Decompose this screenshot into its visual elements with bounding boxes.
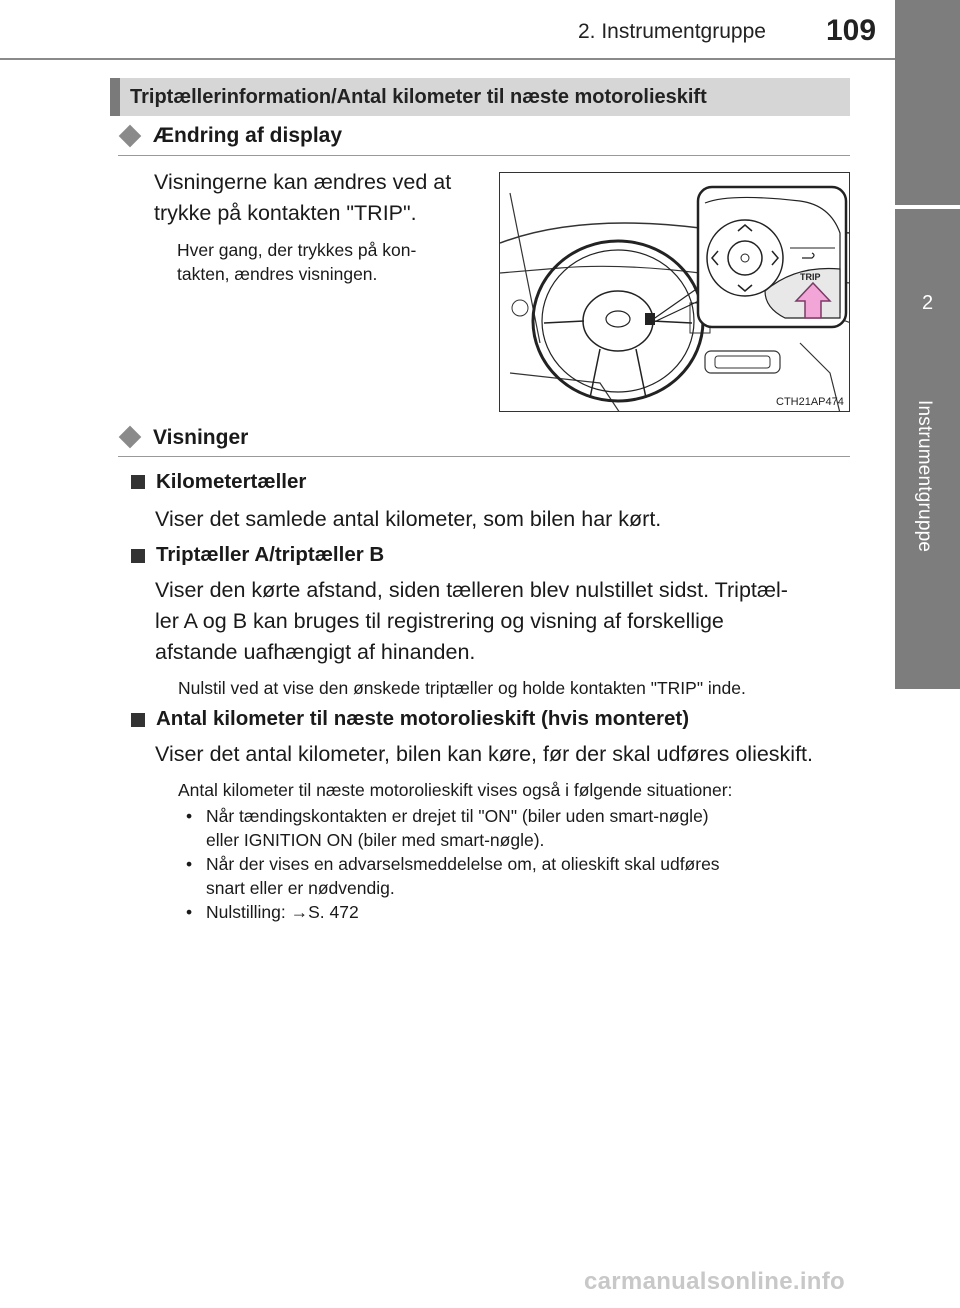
- diamond-bullet-icon: [119, 426, 142, 449]
- change-display-note-2: takten, ændres visningen.: [177, 264, 378, 284]
- trip-text-line-1: Viser den kørte afstand, siden tælleren blev nulstillet sidst. Triptæl-: [155, 578, 788, 602]
- oil-bullet-2-line-1: Når der vises en advarselsmeddelelse om, at olieskift skal udføres: [206, 854, 720, 874]
- section-title: Triptællerinformation/Antal kilometer til næste motorolieskift: [130, 86, 707, 108]
- side-tab-label: Instrumentgruppe: [914, 400, 935, 553]
- trip-note: Nulstil ved at vise den ønskede triptæller og holde kontakten "TRIP" inde.: [178, 678, 746, 698]
- odometer-title: Kilometertæller: [156, 470, 307, 493]
- odometer-text: Viser det samlede antal kilometer, som bilen har kørt.: [155, 507, 662, 531]
- oil-title: Antal kilometer til næste motorolieskift (hvis monteret): [156, 707, 690, 730]
- page-number: 109: [826, 14, 877, 47]
- trip-button-label: TRIP: [800, 272, 821, 282]
- square-bullet-icon: [131, 713, 145, 727]
- bullet-dot: •: [186, 806, 193, 826]
- watermark: carmanualsonline.info: [584, 1268, 846, 1295]
- oil-bullet-2: [186, 852, 846, 876]
- steering-switch-illustration: [499, 172, 850, 412]
- steering-wheel-icon: [500, 173, 850, 412]
- square-bullet-icon: [131, 549, 145, 563]
- oil-bullet-2-line-2: snart eller er nødvendig.: [206, 878, 395, 898]
- trip-text-line-2: ler A og B kan bruges til registrering og visning af forskellige: [155, 609, 724, 633]
- change-display-line-2: trykke på kontakten "TRIP".: [154, 201, 417, 225]
- oil-bullet-1-line-2: eller IGNITION ON (biler med smart-nøgle).: [206, 830, 545, 850]
- oil-bullet-1: [186, 804, 846, 828]
- diamond-bullet-icon: [119, 125, 142, 148]
- trip-title: Triptæller A/triptæller B: [156, 543, 385, 566]
- square-bullet-icon: [131, 475, 145, 489]
- oil-bullet-3: [186, 900, 846, 924]
- figure-code: CTH21AP474: [776, 396, 844, 408]
- running-header-chapter: 2. Instrumentgruppe: [578, 20, 766, 43]
- oil-text: Viser det antal kilometer, bilen kan køre, før der skal udføres olieskift.: [155, 742, 814, 766]
- change-display-heading: Ændring af display: [153, 124, 343, 147]
- side-tab-number: 2: [921, 292, 934, 314]
- change-display-note-1: Hver gang, der trykkes på kon-: [177, 240, 417, 260]
- side-tab-top: [895, 0, 960, 205]
- oil-bullet-1-line-1: Når tændingskontakten er drejet til "ON" (biler uden smart-nøgle): [206, 806, 709, 826]
- bullet-dot: •: [186, 902, 193, 922]
- page-reference-link[interactable]: Nulstilling: →S. 472: [206, 902, 359, 922]
- heading-underline: [118, 456, 850, 457]
- change-display-line-1: Visningerne kan ændres ved at: [154, 170, 452, 194]
- oil-note-intro: Antal kilometer til næste motorolieskift vises også i følgende situationer:: [178, 780, 733, 800]
- heading-underline: [118, 155, 850, 156]
- trip-text-line-3: afstande uafhængigt af hinanden.: [155, 640, 476, 664]
- displays-heading: Visninger: [153, 426, 249, 449]
- bullet-dot: •: [186, 854, 193, 874]
- header-divider: [0, 58, 895, 60]
